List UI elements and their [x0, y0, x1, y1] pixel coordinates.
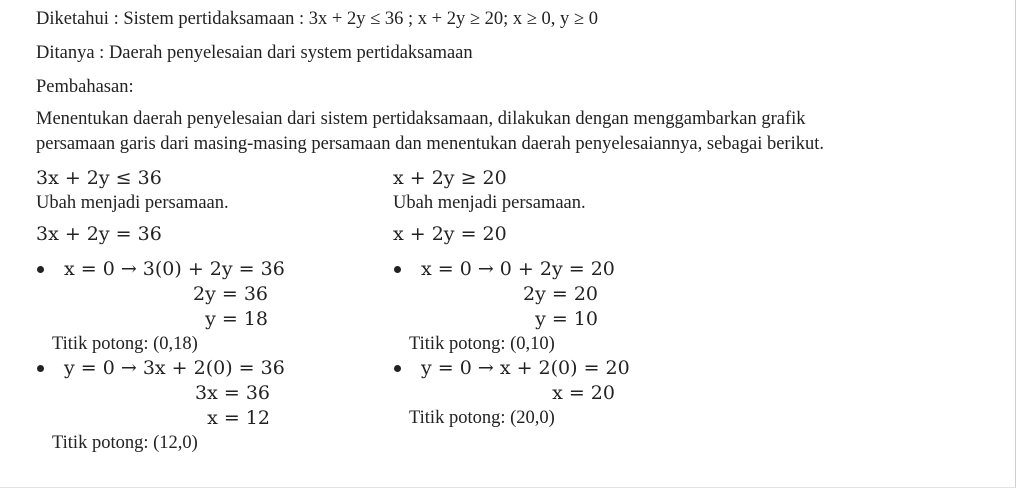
right-step2-line-b: x = 20 [552, 382, 615, 404]
left-intercept-2: Titik potong: (12,0) [52, 433, 198, 453]
left-bullet-2 [37, 365, 44, 372]
left-step2-line-a: y = 0 → 3x + 2(0) = 36 [64, 357, 285, 379]
question-statement: Ditanya : Daerah penyelesaian dari system pertidaksamaan [36, 43, 473, 63]
left-step1-line-b: 2y = 36 [193, 283, 268, 305]
left-equation: 3x + 2y = 36 [36, 223, 162, 245]
discussion-heading: Pembahasan: [36, 77, 134, 97]
right-step2-line-a: y = 0 → x + 2(0) = 20 [421, 357, 630, 379]
left-step1-line-c: y = 18 [205, 308, 268, 330]
right-equation: x + 2y = 20 [393, 223, 507, 245]
given-statement: Diketahui : Sistem pertidaksamaan : 3x + 2y ≤ 36 ; x + 2y ≥ 20; x ≥ 0, y ≥ 0 [36, 9, 598, 29]
left-convert-label: Ubah menjadi persamaan. [36, 193, 229, 213]
right-convert-label: Ubah menjadi persamaan. [393, 193, 586, 213]
right-intercept-1: Titik potong: (0,10) [409, 334, 555, 354]
right-step1-line-c: y = 10 [535, 308, 598, 330]
left-bullet-1 [37, 266, 44, 273]
right-step1-line-b: 2y = 20 [523, 283, 598, 305]
left-intercept-1: Titik potong: (0,18) [52, 334, 198, 354]
right-bullet-1 [394, 266, 401, 273]
right-intercept-2: Titik potong: (20,0) [409, 408, 555, 428]
left-step2-line-b: 3x = 36 [195, 382, 270, 404]
right-inequality: x + 2y ≥ 20 [393, 167, 507, 189]
left-step1-line-a: x = 0 → 3(0) + 2y = 36 [64, 258, 285, 280]
intro-line-2: persamaan garis dari masing-masing persamaan dan menentukan daerah penyelesaiannya, sebagai berikut. [36, 134, 824, 154]
right-step1-line-a: x = 0 → 0 + 2y = 20 [421, 258, 615, 280]
right-bullet-2 [394, 365, 401, 372]
left-step2-line-c: x = 12 [207, 407, 270, 429]
left-inequality: 3x + 2y ≤ 36 [36, 167, 162, 189]
intro-line-1: Menentukan daerah penyelesaian dari sistem pertidaksamaan, dilakukan dengan menggambarkan grafik [36, 109, 806, 129]
